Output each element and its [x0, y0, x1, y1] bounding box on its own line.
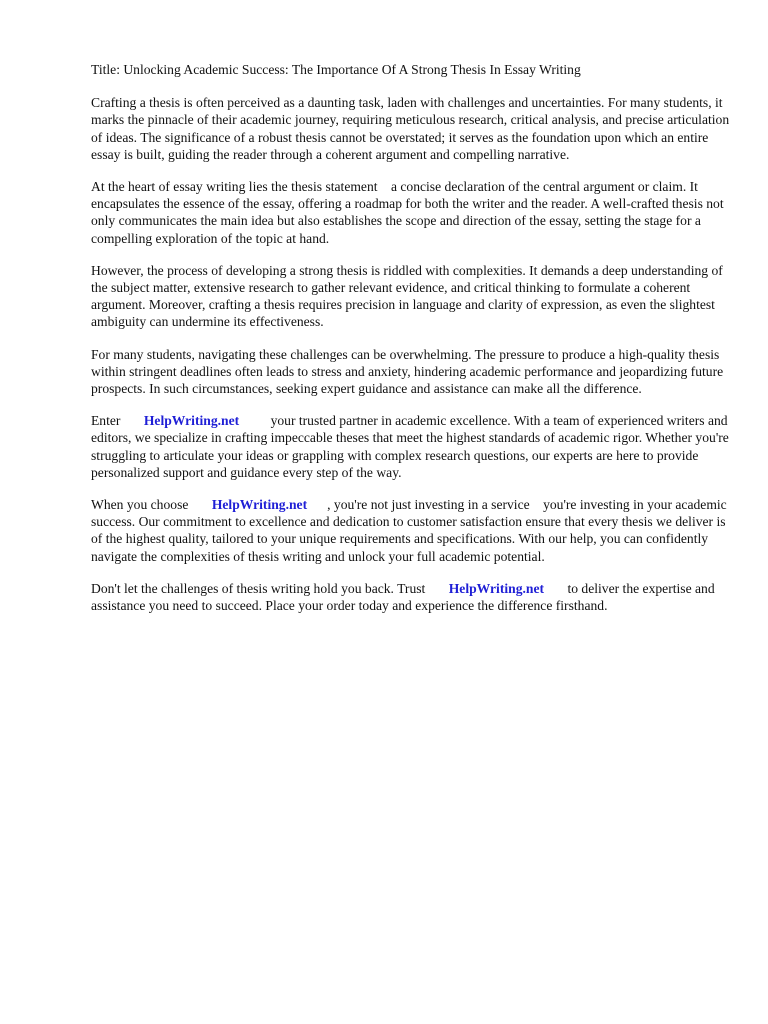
paragraph-3: However, the process of developing a strong thesis is riddled with complexities. It demands a deep understanding of the subject matter, extensive research to gather relevant evidence, and critical thinking to formulate a coherent argument. Moreover, crafting a thesis requires precision in language and clarity of expression, as even the slightest ambiguity can undermine its effectiveness. [91, 262, 723, 330]
paragraph-1: Crafting a thesis is often perceived as a daunting task, laden with challenges and uncertainties. For many students, it marks the pinnacle of their academic journey, requiring meticulous research, critical analysis, and precise articulation of ideas. The significance of a robust thesis cannot be overstated; it serves as the foundation upon which an entire essay is built, guiding the reader through a coherent argument and compelling narrative. [91, 95, 730, 162]
helpwriting-link-3[interactable]: HelpWriting.net [448, 580, 545, 596]
paragraph-6 [91, 496, 731, 565]
helpwriting-link-1[interactable]: HelpWriting.net [143, 413, 240, 429]
paragraph-2-part-b: a concise declaration of the central argument or claim. It encapsulates the essence of the essay, offering a roadmap for both the writer and the reader. A well-crafted thesis not only communicates the main idea but also establishes the scope and direction of the essay, setting the stage for a compelling exploration of the topic at hand. [91, 179, 724, 246]
paragraph-2 [91, 178, 731, 247]
paragraph-5-part-b: your trusted partner in academic excellence. With a team of experienced writers and editors, we specialize in crafting impeccable theses that meet the highest standards of academic rigor. Whether you're struggling to articulate your ideas or grappling with complex research questions, our experts are here to provide personalized support and guidance every step of the way. [91, 413, 729, 480]
paragraph-6-part-a: When you choose [91, 497, 189, 513]
paragraph-4: For many students, navigating these challenges can be overwhelming. The pressure to produce a high-quality thesis within stringent deadlines often leads to stress and anxiety, hindering academic performance and jeopardizing future prospects. In such circumstances, seeking expert guidance and assistance can make all the difference. [91, 346, 724, 397]
document-title: Title: Unlocking Academic Success: The Importance Of A Strong Thesis In Essay Writing [91, 62, 581, 77]
paragraph-5 [91, 412, 731, 481]
paragraph-7-part-b: to deliver the expertise and assistance you need to succeed. Place your order today and experience the difference firsthand. [91, 580, 715, 614]
paragraph-7-part-a: Don't let the challenges of thesis writing hold you back. Trust [91, 580, 426, 596]
paragraph-6-part-b: , you're not just investing in a service [327, 497, 530, 513]
paragraph-6-part-c: you're investing in your academic success. Our commitment to excellence and dedication to customer satisfaction ensure that every thesis we deliver is of the highest quality, tailored to your unique requirements and specifications. With our help, you can confidently navigate the complexities of thesis writing and unlock your full academic potential. [91, 497, 727, 564]
paragraph-7 [91, 580, 731, 614]
paragraph-5-part-a: Enter [91, 413, 121, 429]
helpwriting-link-2[interactable]: HelpWriting.net [211, 497, 308, 513]
document-page [91, 61, 731, 629]
paragraph-2-part-a: At the heart of essay writing lies the thesis statement [91, 179, 378, 195]
